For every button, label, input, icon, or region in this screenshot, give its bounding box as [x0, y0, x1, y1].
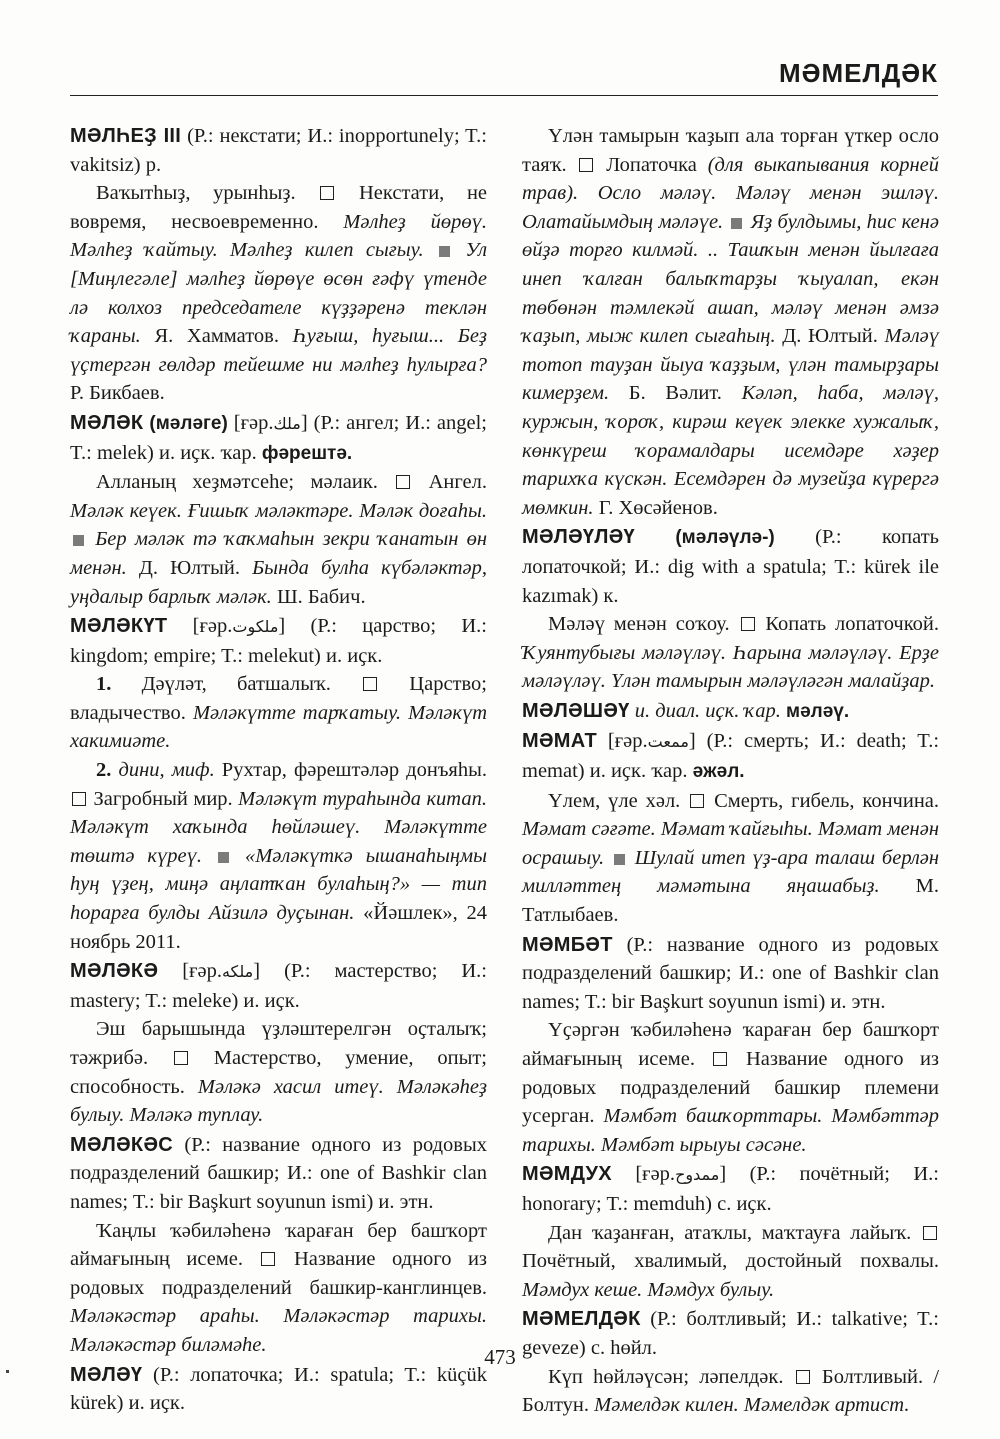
gloss: (Р.: мастерство; И.: mastery; T.: meleke) и. иҫк. — [70, 960, 488, 1012]
headword: МӘМДУХ — [522, 1163, 612, 1186]
entry-malakas — [70, 1131, 487, 1217]
examples: Мәләкүт тураһында китап. Мәләкүт хаҡында һөйләшеү. Мәләкүтте төштә күреү. — [70, 787, 487, 867]
translation-marker-icon — [796, 1370, 810, 1384]
sense-2 — [70, 756, 487, 956]
entry-malhez — [70, 122, 487, 179]
definition: Дан ҡаҙанған, атаҡлы, маҡтауға лайыҡ. — [548, 1221, 912, 1244]
cross-reference: фәрештә. — [261, 442, 353, 464]
quote-source: Г. Хөсәйенов. — [598, 496, 718, 519]
examples: Мәләк кеүек. Ғишыҡ мәләктәре. Мәләк доғаһы. — [70, 499, 487, 522]
translation-marker-icon — [72, 792, 86, 806]
quote: Яҙ булдымы, һис кенә өйҙә торғо килмәй. .. Ташҡын менән йылғаға инеп ҡалған балыҡтарҙы ҡыуалап, екән төбөнән тәмлекәй ашап, мәләү менән әмзә ҡаҙып, мыж килеп сығаһың. — [522, 210, 940, 348]
quote-marker-icon — [614, 854, 625, 865]
examples: Мәләкүтте тарҡатыу. Мәләкүт хакимиәте. — [70, 701, 488, 753]
quote-source: Р. Бикбаев. — [70, 382, 165, 405]
translation-marker-icon — [363, 677, 377, 691]
entry-mambat — [522, 931, 939, 1017]
quote-source: Б. Вәлит. — [628, 382, 722, 405]
header-rule — [70, 95, 938, 96]
sense-label: дини, миф. — [118, 759, 215, 782]
gloss: (Р.: название одного из родовых подразделений башкир; И.: one of Bashkir clan names; T.: bir Başkurt soyunun ismi) и. этн. — [522, 933, 939, 1013]
entry-body — [70, 179, 487, 408]
translation: Ангел. — [428, 471, 487, 494]
cross-reference: әжәл. — [692, 761, 745, 783]
headword: МӘЛӘКӘС — [70, 1133, 174, 1156]
etymology-bracket: ] — [300, 411, 308, 434]
translation-marker-icon — [396, 475, 410, 489]
arabic-etymon: ممعت — [647, 732, 689, 752]
translation-marker-icon — [690, 794, 704, 808]
definition: Эш барышында үҙләштерелгән оҫталыҡ; тәжрибә. — [70, 1018, 487, 1069]
definition: Үлән тамырын ҡаҙып ала торған үткер осло таяҡ. — [522, 125, 939, 176]
translation-marker-icon — [261, 1252, 275, 1266]
entry-malaka — [70, 957, 487, 1015]
examples: Мәмелдәк килен. Мәмелдәк артист. — [594, 1394, 910, 1417]
definition: Мәләү менән соҡоу. — [548, 613, 730, 636]
sense-number: 1. — [96, 673, 112, 696]
translation-marker-icon — [713, 1052, 727, 1066]
examples: Мәмат сәғәте. Мәмат ҡайғыһы. Мәмат менән осрашыу. — [522, 818, 939, 869]
quote: «Мәләкүткә ышанаһыңмы һуң үҙең, миңә аңлатҡан булаһың?» — тип һорарға булды Айзилә дуҫынан. — [70, 844, 488, 925]
gloss: и. диал. иҫк. ҡар. — [634, 699, 781, 722]
definition: Үлем, үле хәл. — [548, 789, 681, 812]
etymology-bracket: ] — [278, 615, 286, 638]
etymology-bracket: ] — [688, 730, 696, 753]
sense-number: 2. — [96, 759, 112, 782]
quote-marker-icon — [218, 852, 229, 863]
examples: Мәмдух кеше. Мәмдух булыу. — [522, 1278, 775, 1301]
entry-mamat — [522, 727, 939, 786]
etymology-label: [ғәр. — [192, 615, 233, 638]
entry-body — [522, 1363, 939, 1420]
translation: Лопаточка — [606, 153, 697, 176]
translation: Почётный, хвалимый, достойный похвалы. — [522, 1250, 939, 1273]
examples: Мәләкәстәр араһы. Мәләкәстәр тарихы. Мәләкәстәр биләмәһе. — [70, 1305, 487, 1356]
translation-marker-icon — [320, 186, 334, 200]
examples: Осло мәләү. Мәләү менән эшләү. Олатайымдың мәләүе. — [522, 182, 939, 233]
quote-source: Д. Юлтый. — [138, 556, 240, 579]
translation: Загробный мир. — [93, 787, 233, 810]
examples: Мәлһеҙ йөрөү. Мәлһеҙ ҡайтыу. Мәлһеҙ килеп сығыу. — [70, 210, 487, 262]
headword: МӘЛӘШӘҮ — [522, 699, 630, 722]
gloss: (Р.: лопаточка; И.: spatula; T.: küçük kürek) и. иҫк. — [70, 1363, 487, 1415]
etymology-label: [ғәр. — [635, 1163, 676, 1186]
headword: МӘМБӘТ — [522, 933, 613, 956]
entry-body — [70, 1217, 487, 1360]
arabic-etymon: ممدوح — [675, 1165, 720, 1185]
headword: МӘЛӘКҮТ — [70, 615, 168, 638]
definition: Алланың хеҙмәтсеһе; мәлаик. — [96, 471, 378, 494]
definition: Ваҡытһыҙ, урынһыҙ. — [96, 182, 296, 205]
etymology-label: [ғәр. — [233, 411, 274, 434]
gloss: (Р.: смерть; И.: death; T.: memat) и. иҫк. ҡар. — [522, 730, 940, 783]
quote-source: Я. Хамматов. — [154, 325, 279, 348]
translation: Царство; владычество. — [70, 673, 487, 724]
quote-marker-icon — [731, 218, 742, 229]
translation: Копать лопаточкой. — [765, 613, 940, 636]
entry-body — [522, 787, 939, 930]
gloss: (Р.: название одного из родовых подразделений башкир; И.: one of Bashkir clan names; T.: bir Başkurt soyunun ismi) и. этн. — [70, 1133, 487, 1213]
quote: Шулай итеп үҙ-ара талаш берлән милләттең мәмәтына яңашабыҙ. — [522, 846, 940, 898]
cross-reference: мәләү. — [786, 700, 850, 722]
entry-malak — [70, 409, 487, 468]
entry-body — [522, 1016, 939, 1159]
headword: МӘЛҺЕҘ III — [70, 125, 182, 147]
quote: Бында булһа күбәләктәр, уңдалыр барлыҡ мәләк. — [70, 556, 488, 608]
headword: МӘМАТ — [522, 730, 598, 753]
etymology-label: [ғәр. — [182, 960, 222, 983]
quote: Бер мәләк тә ҡаҡмаһын зекри ҡанатын өн менән. — [70, 528, 487, 579]
definition: Дәүләт, батшалыҡ. — [141, 673, 331, 696]
translation-marker-icon — [174, 1051, 188, 1065]
sense-1 — [70, 670, 487, 756]
headword: МӘЛӘҮ — [70, 1363, 143, 1386]
quote: Кәләп, һаба, мәләү, куржын, ҡороҡ, кирәш кеүек элекке хужалыҡ, көнкүреш ҡорамалдары исемдәре хәҙер тарихҡа күскән. Есемдәрен дә музейҙа күрергә мөмкин. — [522, 382, 939, 519]
translation: Название одного из родовых подразделений башкир-канглинцев. — [70, 1248, 488, 1299]
entry-body — [70, 1015, 487, 1129]
translation-marker-icon — [741, 617, 755, 631]
quote-source: «Йәшлек», 24 ноябрь 2011. — [70, 902, 488, 953]
translation: Болтливый. / Болтун. — [522, 1365, 940, 1417]
translation-note: (для выкапывания корней трав). — [522, 153, 940, 205]
entry-malakut — [70, 612, 487, 670]
right-column — [522, 122, 939, 1420]
examples: Мәмбәт башҡорттары. Мәмбәттәр тарихы. Мәмбәт ырыуы сәсәне. — [522, 1105, 939, 1156]
quote-marker-icon — [73, 535, 84, 546]
gloss: (Р.: ангел; И.: angel; T.: melek) и. иҫк. ҡар. — [70, 411, 488, 464]
quote: Һуғыш, һуғыш... Беҙ үҫтергән гөлдәр тейешме ни мәлһеҙ һулырға? — [70, 325, 487, 376]
headword-form: (мәләгe) — [149, 412, 228, 434]
headword: МӘЛӘКӘ — [70, 960, 159, 983]
examples: Ҡуянтубығы мәләүләү. Һарына мәләүләү. Ерҙе мәләүләү. Үлән тамырын мәләүләгән малайҙар. — [522, 641, 939, 693]
translation: Название одного из родовых подразделений башкир племени усерган. — [522, 1048, 940, 1128]
gloss: (Р.: царство; И.: kingdom; empire; T.: melekut) и. иҫк. — [70, 615, 487, 667]
entry-mamduh — [522, 1160, 939, 1218]
translation-marker-icon — [579, 158, 593, 172]
arabic-etymon: ملك — [273, 413, 301, 433]
entry-body — [522, 610, 939, 696]
quote-marker-icon — [439, 246, 450, 257]
quote-source: Ш. Бабич. — [276, 585, 366, 608]
arabic-etymon: ملكه — [221, 962, 254, 982]
arabic-etymon: ملكوت — [232, 617, 279, 637]
quote-source: Д. Юлтый. — [782, 325, 878, 348]
translation: Мастерство, умение, опыт; способность. — [70, 1047, 487, 1098]
headword-form: (мәләүлә-) — [675, 527, 775, 549]
page-number: 473 — [484, 1345, 516, 1369]
translation-marker-icon — [923, 1226, 937, 1240]
headword: МӘМЕЛДӘК — [522, 1308, 641, 1331]
gloss: (Р.: болтливый; И.: talkative; T.: geveze) с. һөйл. — [522, 1308, 940, 1359]
gloss: (Р.: почётный; И.: honorary; T.: memduh) с. иҫк. — [522, 1163, 940, 1215]
translation: Смерть, гибель, кончина. — [714, 789, 940, 812]
etymology-label: [ғәр. — [607, 730, 648, 753]
quote: Ул [Миңлегәле] мәлһеҙ йөрөүе өсөн ғәфү үтенде лә колхоз председателе күҙҙәренә теклән ҡараны. — [70, 239, 488, 348]
running-head: МӘМЕЛДӘК — [778, 58, 938, 88]
entry-body-continued — [522, 122, 939, 522]
headword: МӘЛӘҮЛӘҮ — [522, 526, 635, 549]
definition: Үҫәргән ҡәбиләһенә ҡараған бер башҡорт аймағының исеме. — [522, 1019, 939, 1070]
scan-speck — [6, 1370, 9, 1373]
definition: Күп һөйләүсән; ләпелдәк. — [548, 1365, 784, 1388]
etymology-bracket: ] — [253, 960, 261, 983]
entry-malaulau — [522, 523, 939, 610]
entry-body — [522, 1219, 939, 1305]
left-column — [70, 122, 487, 1418]
definition: Ҡаңлы ҡәбиләһенә ҡараған бер башҡорт аймағының исеме. — [70, 1219, 487, 1271]
translation: Некстати, не вовремя, несвоевременно. — [70, 182, 488, 233]
entry-body — [70, 468, 487, 611]
gloss: (Р.: копать лопаточкой; И.: dig with a spatula; T.: kürek ile kazımak) к. — [522, 526, 940, 607]
quote: Мәләү тотоп тауҙан йыуа ҡаҙҙым, үлән тамырҙары кимерҙем. — [522, 325, 940, 405]
examples: Мәләкә хасил итеү. Мәләкәһеҙ булыу. Мәләкә туплау. — [70, 1075, 488, 1127]
quote-source: М. Татлыбаев. — [522, 875, 939, 927]
etymology-bracket: ] — [719, 1163, 727, 1186]
gloss: (Р.: некстати; И.: inopportunely; T.: vakitsiz) р. — [70, 125, 488, 176]
entry-malashau — [522, 697, 939, 727]
definition: Рухтар, фәрештәләр донъяһы. — [221, 759, 488, 782]
headword: МӘЛӘК — [70, 411, 144, 434]
